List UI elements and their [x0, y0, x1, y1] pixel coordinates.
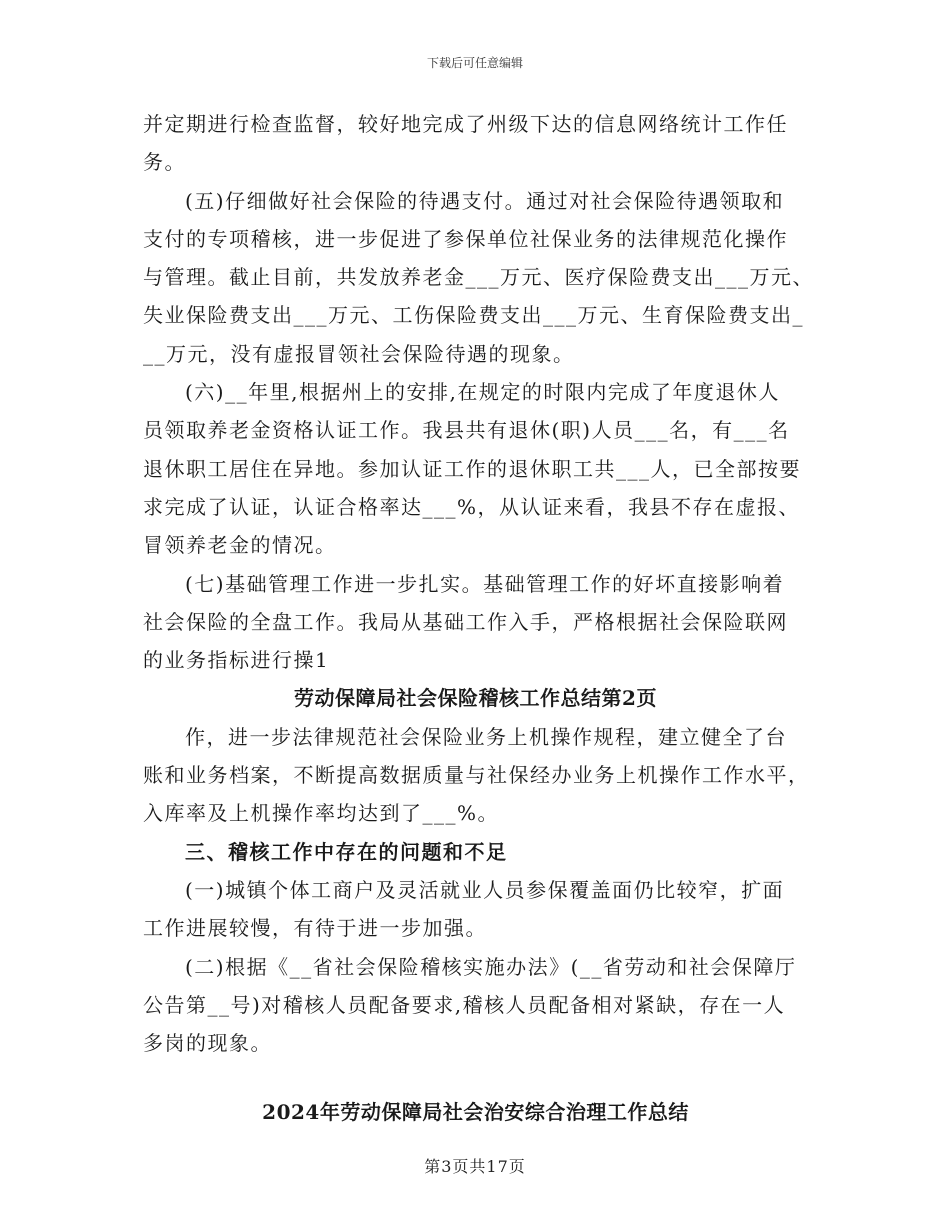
- text-line: 求完成了认证，认证合格率达___%，从认证来看，我县不存在虚报、: [143, 494, 801, 519]
- text-line: 冒领养老金的情况。: [143, 533, 337, 558]
- text-line: 退休职工居住在异地。参加认证工作的退休职工共___人，已全部按要: [143, 456, 801, 481]
- paragraph-block-2: [143, 718, 808, 833]
- next-document-title: 2024年劳动保障局社会治安综合治理工作总结: [262, 1100, 689, 1125]
- text-line: 工作进展较慢，有待于进一步加强。: [143, 916, 487, 941]
- text-line: (五)仔细做好社会保险的待遇支付。通过对社会保险待遇领取和: [185, 188, 785, 213]
- text-line: 与管理。截止目前，共发放养老金___万元、医疗保险费支出___万元、: [143, 265, 814, 290]
- text-line: (七)基础管理工作进一步扎实。基础管理工作的好坏直接影响着: [185, 571, 785, 596]
- paragraph-block-1: [143, 105, 814, 679]
- text-line: 务。: [143, 150, 186, 175]
- paragraph-block-3: [143, 871, 808, 1062]
- text-line: 公告第__号)对稽核人员配备要求,稽核人员配备相对紧缺，存在一人: [143, 992, 786, 1017]
- text-line: 社会保险的全盘工作。我局从基础工作入手，严格根据社会保险联网: [143, 609, 788, 634]
- text-line: 员领取养老金资格认证工作。我县共有退休(职)人员___名，有___名: [143, 418, 790, 443]
- page-header: 下载后可任意编辑: [426, 56, 523, 70]
- text-line: 支付的专项稽核，进一步促进了参保单位社保业务的法律规范化操作: [143, 226, 788, 251]
- text-line: __万元，没有虚报冒领社会保险待遇的现象。: [143, 341, 575, 366]
- section-heading: 三、稽核工作中存在的问题和不足: [185, 839, 508, 864]
- text-line: (二)根据《__省社会保险稽核实施办法》(__省劳动和社会保障厅: [185, 954, 797, 979]
- text-line: (六)__年里,根据州上的安排,在规定的时限内完成了年度退休人: [185, 380, 780, 405]
- text-line: 账和业务档案，不断提高数据质量与社保经办业务上机操作工作水平，: [143, 763, 810, 788]
- text-line: 并定期进行检查监督，较好地完成了州级下达的信息网络统计工作任: [143, 112, 788, 136]
- text-line: 作，进一步法律规范社会保险业务上机操作规程，建立健全了台: [185, 724, 787, 749]
- text-line: 多岗的现象。: [143, 1031, 272, 1056]
- document-body: [143, 105, 814, 1131]
- page-footer: 第3页共17页: [424, 1157, 526, 1176]
- text-line: 入库率及上机操作率均达到了___%。: [143, 801, 500, 826]
- text-line: 的业务指标进行操1: [143, 648, 330, 673]
- page-title: 劳动保障局社会保险稽核工作总结第2页: [294, 686, 657, 711]
- text-line: (一)城镇个体工商户及灵活就业人员参保覆盖面仍比较窄，扩面: [185, 877, 785, 902]
- text-line: 失业保险费支出___万元、工伤保险费支出___万元、生育保险费支出_: [143, 303, 804, 328]
